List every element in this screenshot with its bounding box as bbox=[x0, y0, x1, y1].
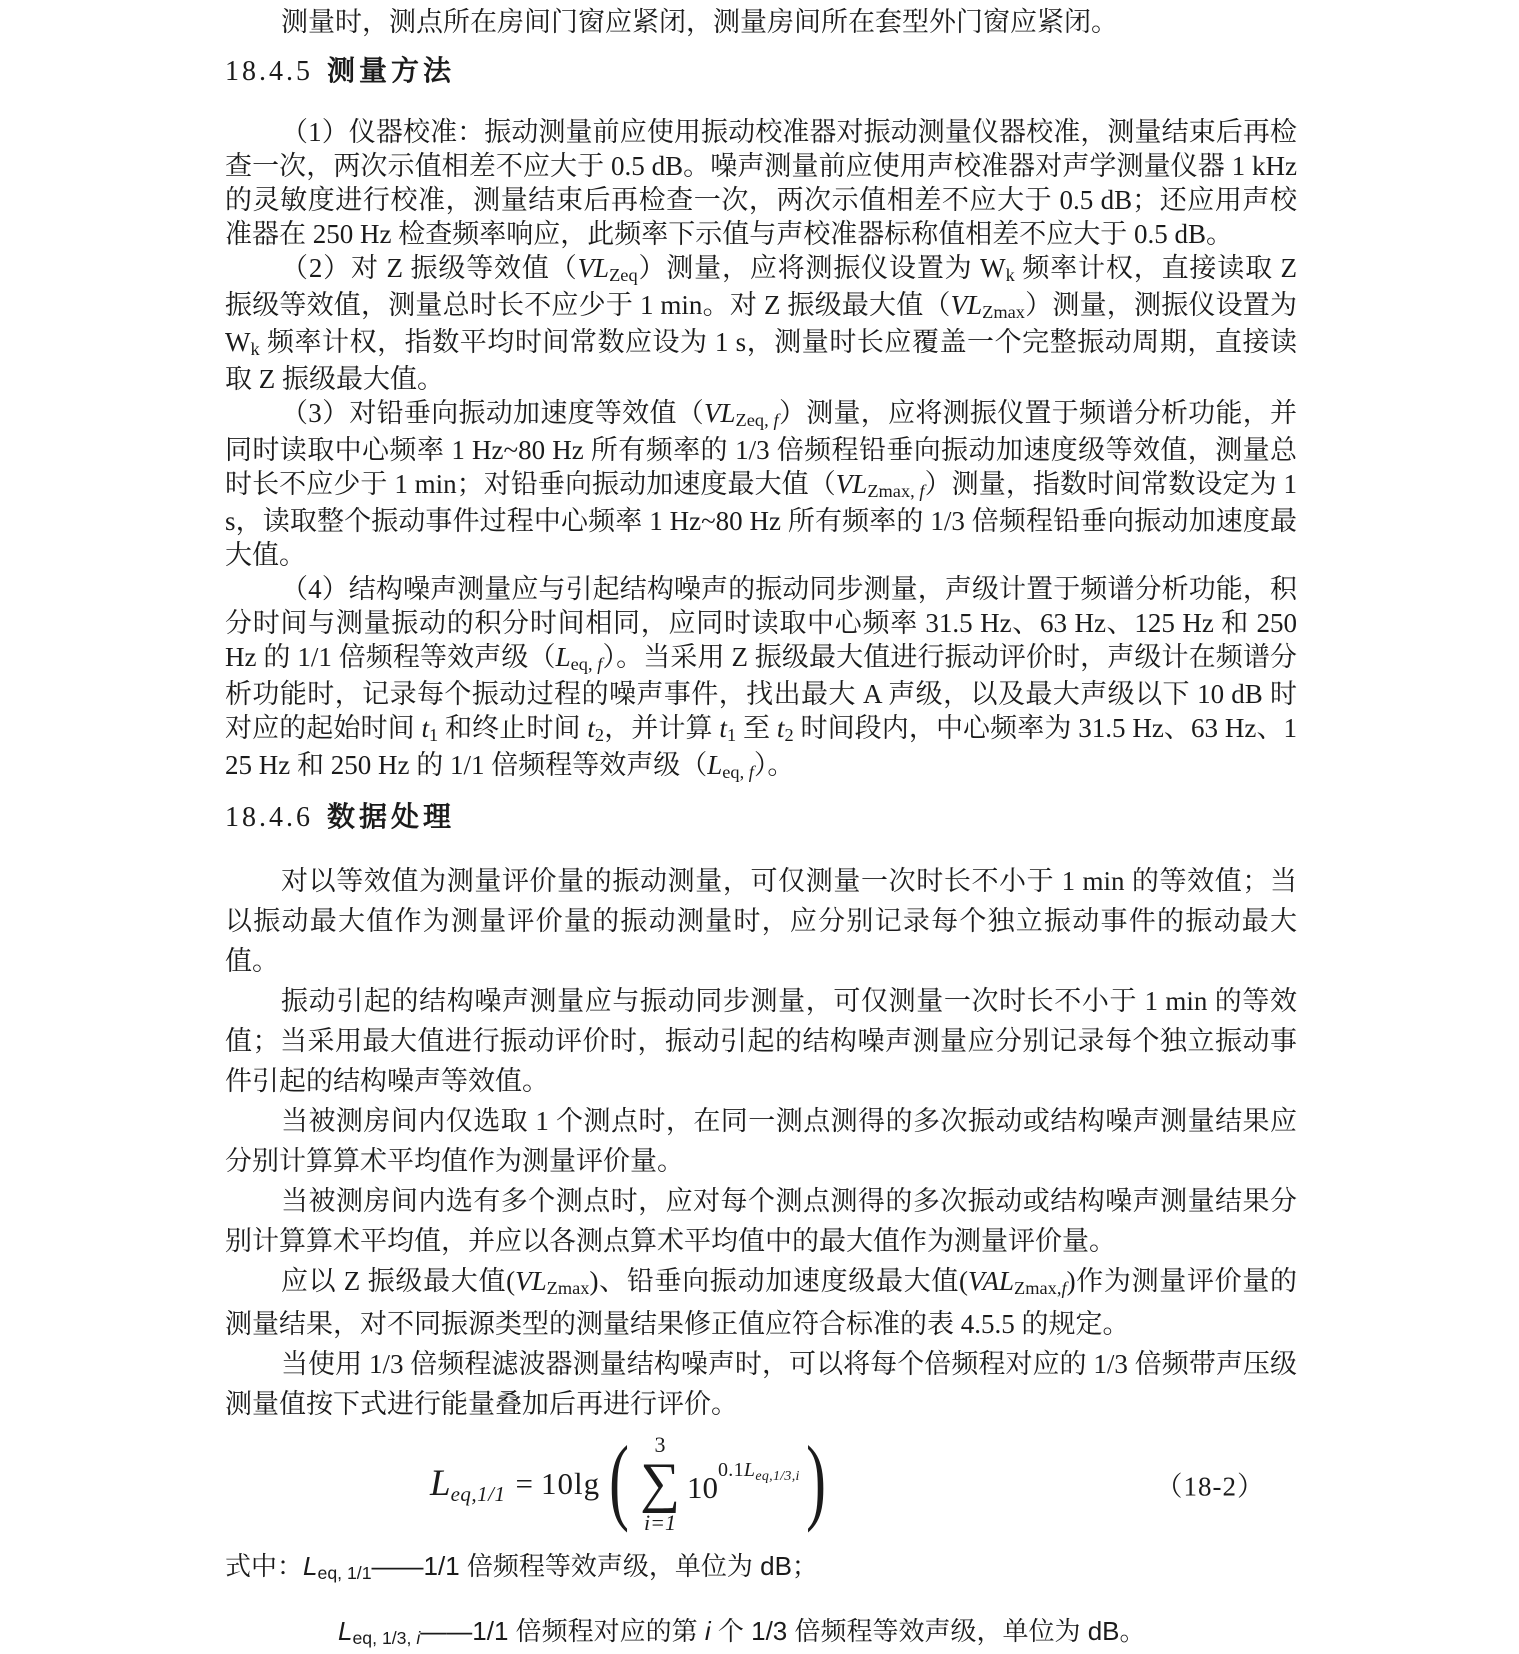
paragraph-structural-noise-sync: 振动引起的结构噪声测量应与振动同步测量，可仅测量一次时长不小于 1 min 的等效值；当采用最大值进行振动评价时，振动引起的结构噪声测量应分别记录每个独立振动事件引起的结构噪声等效值。 bbox=[225, 986, 1297, 1096]
log-function: 10lg bbox=[540, 1465, 601, 1501]
section-heading-18-4-6 bbox=[225, 798, 1297, 838]
section-18-4-5-body bbox=[225, 115, 1297, 785]
summation bbox=[640, 1434, 680, 1533]
open-paren: ( bbox=[609, 1425, 629, 1533]
note-leq-1-3-i: Leq, 1/3, i——1/1 倍频程对应的第 i 个 1/3 倍频程等效声级，单位为 dB。 bbox=[338, 1616, 1146, 1649]
equals-sign: = bbox=[515, 1465, 533, 1501]
exponent-coefficient: 0.1 bbox=[717, 1459, 744, 1482]
paragraph-one-third-octave: 当使用 1/3 倍频程滤波器测量结构噪声时，可以将每个倍频程对应的 1/3 倍频带声压级测量值按下式进行能量叠加后再进行评价。 bbox=[225, 1349, 1297, 1419]
section-title: 数据处理 bbox=[327, 802, 456, 833]
section-heading-18-4-5 bbox=[225, 52, 1297, 92]
paragraph-multiple-points: 当被测房间内选有多个测点时，应对每个测点测得的多次振动或结构噪声测量结果分别计算算术平均值，并应以各测点算术平均值中的最大值作为测量评价量。 bbox=[225, 1186, 1297, 1256]
formula-exponent bbox=[717, 1459, 800, 1485]
sum-lower-limit: i=1 bbox=[644, 1509, 676, 1535]
section-number: 18.4.5 bbox=[225, 56, 313, 87]
formula-18-2 bbox=[430, 1425, 832, 1535]
formula-lhs-variable: L bbox=[430, 1463, 451, 1505]
paragraph-equivalent-value: 对以等效值为测量评价量的振动测量，可仅测量一次时长不小于 1 min 的等效值；当以振动最大值作为测量评价量的振动测量时，应分别记录每个独立振动事件的振动最大值。 bbox=[225, 866, 1297, 976]
sigma-icon: ∑ bbox=[640, 1452, 680, 1515]
section-title: 测量方法 bbox=[327, 56, 456, 87]
note-leq-1-1: 式中：Leq, 1/1——1/1 倍频程等效声级，单位为 dB； bbox=[225, 1551, 818, 1584]
paragraph-vertical-acceleration: （3）对铅垂向振动加速度等效值（VLZeq, f）测量，应将测振仪置于频谱分析功能，并同时读取中心频率 1 Hz~80 Hz 所有频率的 1/3 倍频程铅垂向振动加速度级等效值，测量总时长不应少于 1 min；对铅垂向振动加速度最大值（VLZmax, f）测量，指数时间常数设定为 1 s，读取整个振动事件过程中心频率 1 Hz~80 Hz 所有频率的 1/3 倍频程铅垂向振动加速度最大值。 bbox=[225, 398, 1298, 570]
paragraph-evaluation-result: 应以 Z 振级最大值(VLZmax)、铅垂向振动加速度级最大值(VALZmax,f)作为测量评价量的测量结果，对不同振源类型的测量结果修正值应符合标准的表 4.5.5 的规定。 bbox=[225, 1266, 1298, 1339]
exponent-variable: L bbox=[743, 1459, 756, 1482]
formula-block bbox=[225, 1425, 1297, 1535]
exponent-subscript: eq,1/3,i bbox=[755, 1469, 800, 1485]
close-paren: ) bbox=[805, 1425, 826, 1533]
formula-lhs-subscript: eq,1/1 bbox=[450, 1482, 506, 1507]
page-content bbox=[225, 5, 1297, 1654]
section-number: 18.4.6 bbox=[225, 802, 313, 833]
paragraph-structural-noise: （4）结构噪声测量应与引起结构噪声的振动同步测量，声级计置于频谱分析功能，积分时间与测量振动的积分时间相同，应同时读取中心频率 31.5 Hz、63 Hz、125 Hz 和 250 Hz 的 1/1 倍频程等效声级（Leq, f）。当采用 Z 振级最大值进行振动评价时，声级计在频谱分析功能时，记录每个振动过程的噪声事件，找出最大 A 声级，以及最大声级以下 10 dB 时对应的起始时间 t1 和终止时间 t2，并计算 t1 至 t2 时间段内，中心频率为 31.5 Hz、63 Hz、125 Hz 和 250 Hz 的 1/1 倍频程等效声级（Leq, f）。 bbox=[225, 574, 1298, 783]
equation-number: （18-2） bbox=[1155, 1471, 1265, 1502]
paragraph-instrument-calibration: （1）仪器校准：振动测量前应使用振动校准器对振动测量仪器校准，测量结束后再检查一次，两次示值相差不应大于 0.5 dB。噪声测量前应使用声校准器对声学测量仪器 1 kHz 的灵敏度进行校准，测量结束后再检查一次，两次示值相差不应大于 0.5 dB；还应用声校准器在 250 Hz 检查频率响应，此频率下示值与声校准器标称值相差不应大于 0.5 dB。 bbox=[225, 117, 1297, 249]
formula-base: 10 bbox=[686, 1469, 718, 1505]
section-18-4-6-body bbox=[225, 861, 1297, 1424]
intro-paragraph: 测量时，测点所在房间门窗应紧闭，测量房间所在套型外门窗应紧闭。 bbox=[281, 7, 1118, 37]
paragraph-single-point: 当被测房间内仅选取 1 个测点时，在同一测点测得的多次振动或结构噪声测量结果应分别计算算术平均值作为测量评价量。 bbox=[225, 1106, 1297, 1176]
paragraph-z-vibration-level: （2）对 Z 振级等效值（VLZeq）测量，应将测振仪设置为 Wk 频率计权，直接读取 Z 振级等效值，测量总时长不应少于 1 min。对 Z 振级最大值（VLZmax）测量，测振仪设置为 Wk 频率计权，指数平均时间常数应设为 1 s，测量时长应覆盖一个完整振动周期，直接读取 Z 振级最大值。 bbox=[225, 253, 1298, 394]
sum-upper-limit: 3 bbox=[654, 1432, 666, 1458]
